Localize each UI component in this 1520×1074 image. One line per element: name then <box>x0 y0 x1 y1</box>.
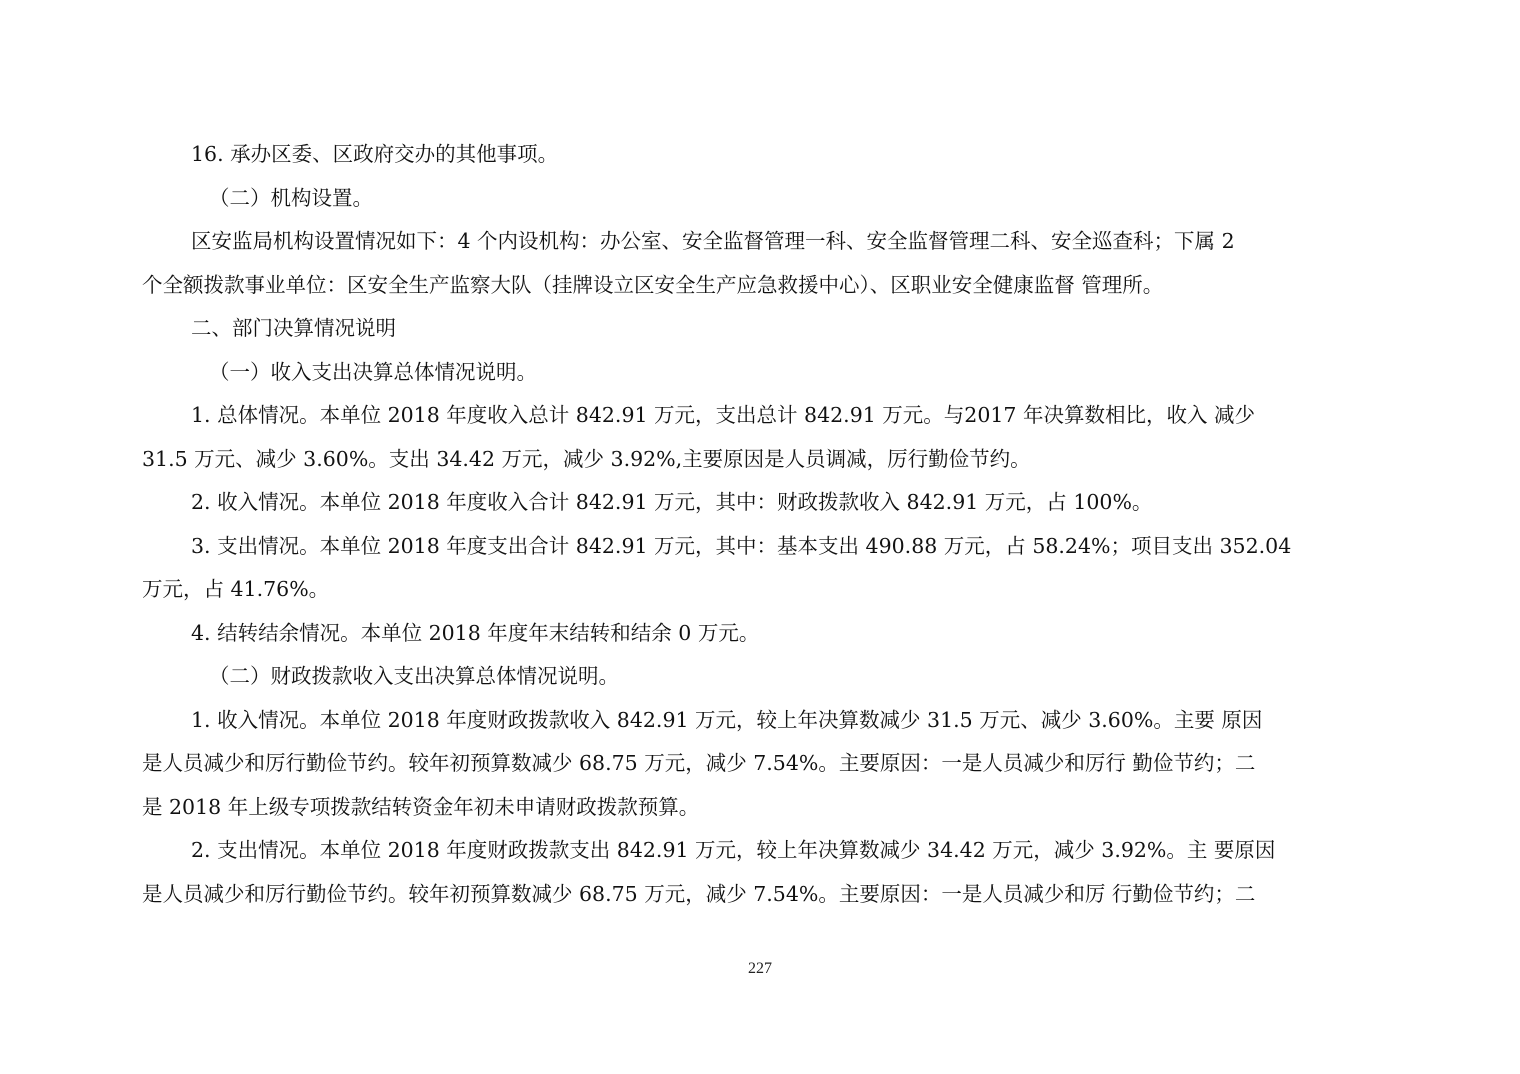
text-line: 4. 结转结余情况。本单位 2018 年度年末结转和结余 0 万元。 <box>191 620 760 645</box>
section-heading: 二、部门决算情况说明 <box>191 316 396 340</box>
text-line: 个全额拨款事业单位：区安全生产监察大队（挂牌设立区安全生产应急救援中心）、区职业安全健康监督 管理所。 <box>142 272 1164 297</box>
page-number: 227 <box>748 960 772 977</box>
section-heading: （二）机构设置。 <box>209 185 373 210</box>
text-line: 是人员减少和厉行勤俭节约。较年初预算数减少 68.75 万元，减少 7.54%。主要原因：一是人员减少和厉 行勤俭节约；二 <box>142 881 1256 906</box>
text-line: 31.5 万元、减少 3.60%。支出 34.42 万元，减少 3.92%,主要原因是人员调减，厉行勤俭节约。 <box>142 446 1031 471</box>
text-line: 是 2018 年上级专项拨款结转资金年初未申请财政拨款预算。 <box>142 794 700 819</box>
text-line: 3. 支出情况。本单位 2018 年度支出合计 842.91 万元，其中：基本支出 490.88 万元，占 58.24%；项目支出 352.04 <box>191 533 1292 558</box>
text-line: 2. 收入情况。本单位 2018 年度收入合计 842.91 万元，其中：财政拨款收入 842.91 万元，占 100%。 <box>191 490 1153 514</box>
text-line: 1. 收入情况。本单位 2018 年度财政拨款收入 842.91 万元，较上年决算数减少 31.5 万元、减少 3.60%。主要 原因 <box>191 707 1263 732</box>
text-line: 1. 总体情况。本单位 2018 年度收入总计 842.91 万元，支出总计 842.91 万元。与2017 年决算数相比，收入 减少 <box>191 403 1256 427</box>
section-heading: （一）收入支出决算总体情况说明。 <box>209 359 537 384</box>
text-line: 16. 承办区委、区政府交办的其他事项。 <box>191 142 559 166</box>
section-heading: （二）财政拨款收入支出决算总体情况说明。 <box>209 664 619 688</box>
body-text <box>142 133 1382 916</box>
text-line: 2. 支出情况。本单位 2018 年度财政拨款支出 842.91 万元，较上年决算数减少 34.42 万元，减少 3.92%。主 要原因 <box>191 838 1276 862</box>
text-line: 万元，占 41.76%。 <box>142 577 330 601</box>
text-line: 区安监局机构设置情况如下：4 个内设机构：办公室、安全监督管理一科、安全监督管理二科、安全巡查科；下属 2 <box>191 229 1235 253</box>
text-line: 是人员减少和厉行勤俭节约。较年初预算数减少 68.75 万元，减少 7.54%。主要原因：一是人员减少和厉行 勤俭节约；二 <box>142 751 1256 775</box>
